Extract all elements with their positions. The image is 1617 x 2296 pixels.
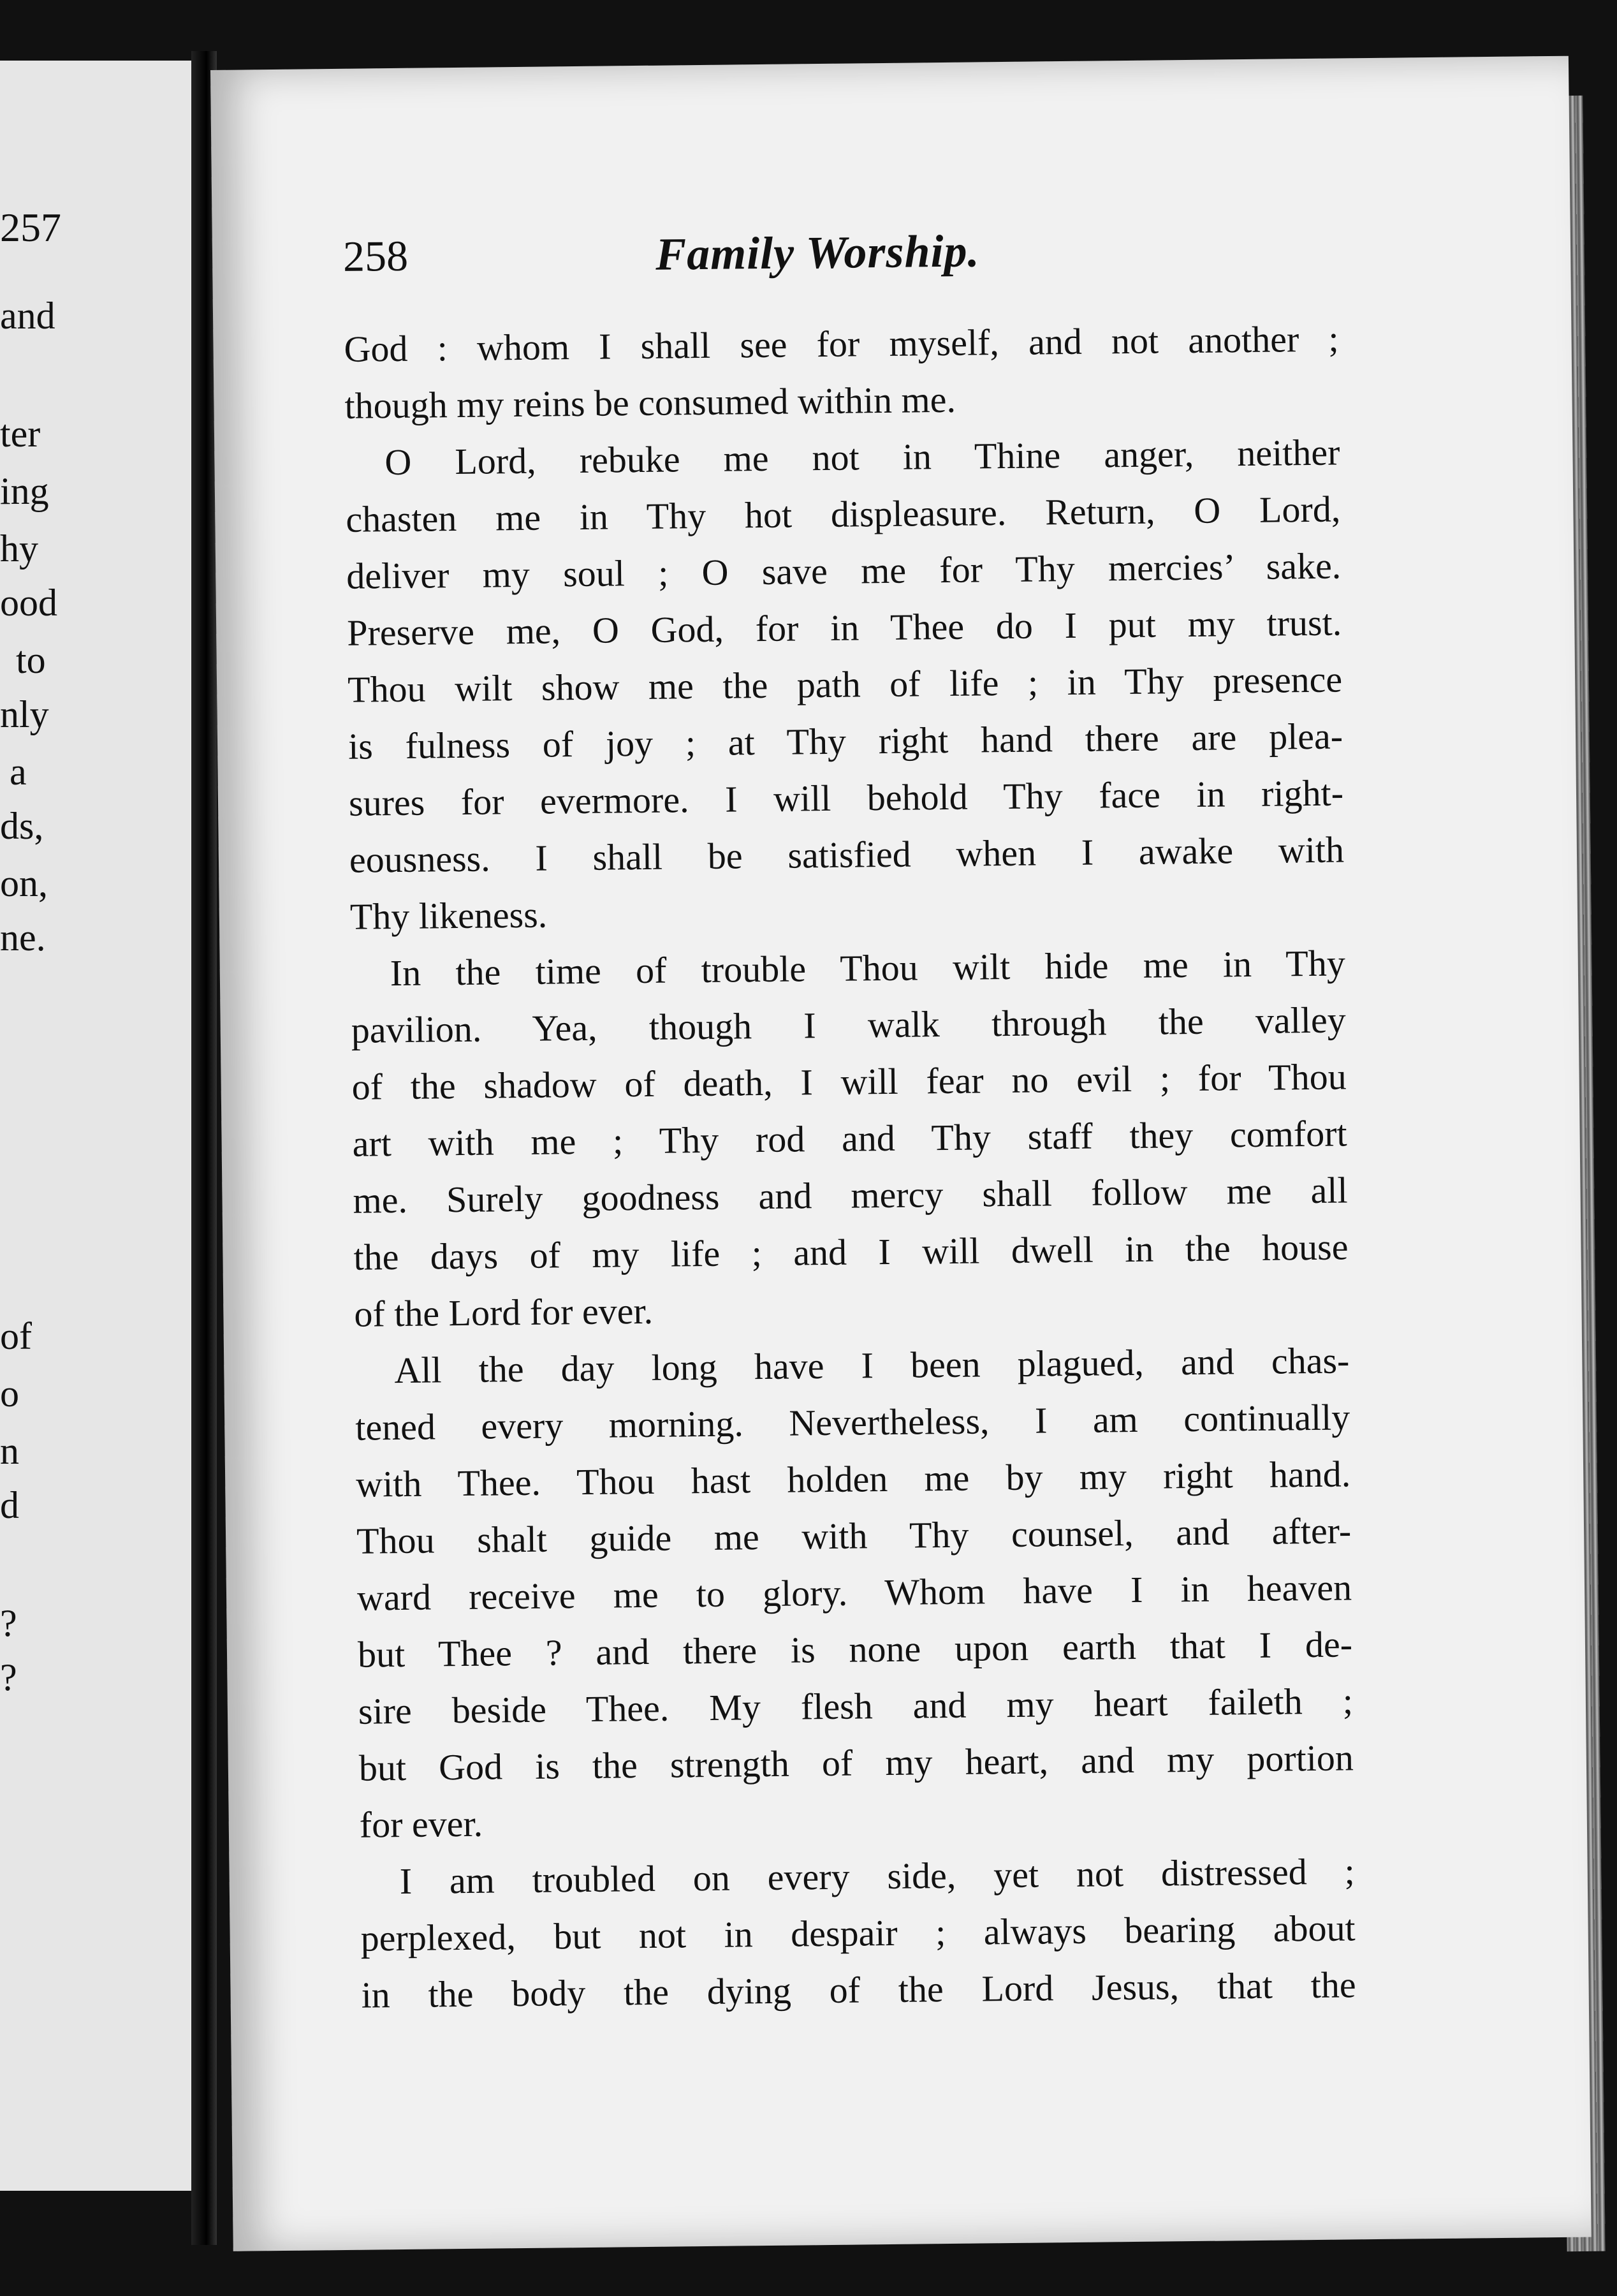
text-line: of the Lord for ever. xyxy=(354,1290,654,1335)
left-page-number: 257 xyxy=(0,205,61,250)
left-fragment: a xyxy=(10,751,27,793)
page-number: 258 xyxy=(342,231,409,281)
text-line: O Lord, rebuke me not in Thine anger, neither xyxy=(384,431,1340,483)
text-line: perplexed, but not in despair ; always bearing about xyxy=(360,1907,1356,1959)
left-page-edge xyxy=(0,61,198,2191)
text-line: Thou shalt guide me with Thy counsel, and after- xyxy=(356,1510,1352,1562)
text-line: ward receive me to glory. Whom have I in heaven xyxy=(356,1566,1352,1619)
left-fragment: ood xyxy=(0,582,57,624)
text-line: but God is the strength of my heart, and my portion xyxy=(358,1737,1354,1789)
left-fragment: nly xyxy=(0,693,49,735)
text-line: but Thee ? and there is none upon earth that I de- xyxy=(357,1623,1353,1675)
text-line: is fulness of joy ; at Thy right hand there are plea- xyxy=(348,715,1343,767)
text-line: Preserve me, O God, for in Thee do I put my trust. xyxy=(346,601,1342,654)
running-title: Family Worship. xyxy=(655,225,980,280)
text-line: Thy likeness. xyxy=(349,894,548,938)
left-fragment: ds, xyxy=(0,805,44,847)
left-fragment: ing xyxy=(0,470,49,512)
body-text xyxy=(344,310,1356,2023)
text-line: chasten me in Thy hot displeasure. Return, O Lord, xyxy=(346,488,1341,540)
text-line: for ever. xyxy=(359,1802,483,1846)
text-line: In the time of trouble Thou wilt hide me in Thy xyxy=(390,942,1346,994)
left-fragment: hy xyxy=(0,527,38,570)
left-fragment: and xyxy=(0,295,55,337)
left-fragment: n xyxy=(0,1430,19,1472)
left-fragment: o xyxy=(0,1372,19,1415)
left-fragment: ? xyxy=(0,1656,17,1698)
text-line: tened every morning. Nevertheless, I am continually xyxy=(355,1396,1350,1448)
book-gutter xyxy=(191,51,217,2245)
text-line: the days of my life ; and I will dwell in the house xyxy=(353,1226,1349,1278)
left-fragment: ? xyxy=(0,1602,17,1644)
left-fragment: d xyxy=(0,1484,19,1526)
text-line: sures for evermore. I will behold Thy face in right- xyxy=(348,772,1344,824)
running-header xyxy=(343,219,1523,288)
text-line: with Thee. Thou hast holden me by my right hand. xyxy=(355,1453,1351,1505)
left-fragment: ne. xyxy=(0,916,46,959)
text-line: in the body the dying of the Lord Jesus, that the xyxy=(361,1964,1356,2016)
text-line: pavilion. Yea, though I walk through the valley xyxy=(351,999,1347,1051)
left-fragment: to xyxy=(16,639,46,681)
text-line: God : whom I shall see for myself, and not another ; xyxy=(344,318,1339,370)
right-page xyxy=(210,56,1591,2251)
text-line: sire beside Thee. My flesh and my heart faileth ; xyxy=(358,1680,1354,1732)
text-line: me. Surely goodness and mercy shall follow me all xyxy=(353,1169,1348,1221)
text-line: art with me ; Thy rod and Thy staff they comfort xyxy=(352,1112,1347,1165)
text-line: All the day long have I been plagued, and chas- xyxy=(394,1339,1350,1392)
text-line: of the shadow of death, I will fear no evil ; for Thou xyxy=(351,1056,1347,1108)
text-line: I am troubled on every side, yet not distressed ; xyxy=(399,1850,1356,1902)
left-fragment: on, xyxy=(0,862,48,904)
text-line: Thou wilt show me the path of life ; in Thy presence xyxy=(347,658,1343,710)
text-line: though my reins be consumed within me. xyxy=(344,378,956,427)
left-fragment: of xyxy=(0,1315,32,1357)
left-fragment: ter xyxy=(0,413,41,455)
text-line: eousness. I shall be satisfied when I awake with xyxy=(349,828,1345,881)
text-line: deliver my soul ; O save me for Thy mercies’ sake. xyxy=(346,545,1342,597)
